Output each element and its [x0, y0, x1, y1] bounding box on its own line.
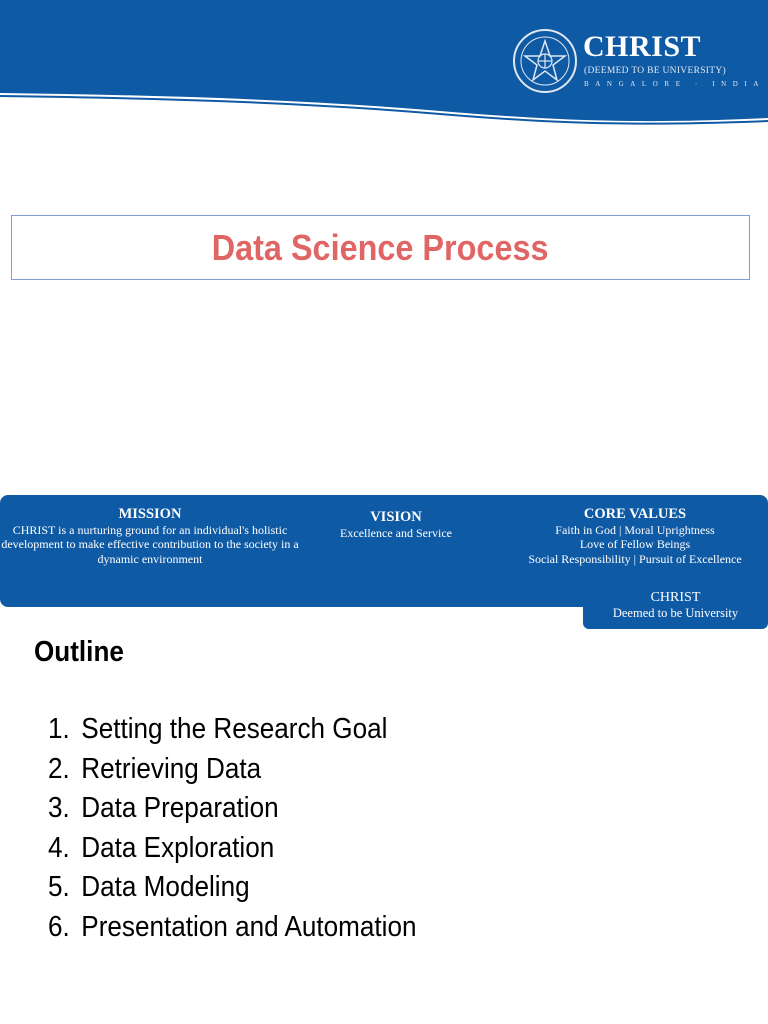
item-number: 6.	[48, 910, 70, 943]
item-number: 1.	[48, 713, 70, 745]
tab-christ: CHRIST	[650, 590, 701, 605]
vision-heading: VISION	[370, 509, 422, 525]
mission-section	[0, 506, 300, 566]
mission-heading: MISSION	[118, 506, 182, 522]
item-label: Presentation and Automation	[81, 910, 417, 943]
item-number: 4.	[48, 831, 70, 864]
outline-list	[48, 710, 457, 948]
item-label: Setting the Research Goal	[81, 713, 388, 745]
outline-heading: Outline	[34, 636, 124, 668]
core-values-heading: CORE VALUES	[583, 506, 687, 522]
brand-tagline: (DEEMED TO BE UNIVERSITY)	[584, 66, 726, 76]
list-item	[48, 868, 416, 908]
university-seal-icon	[512, 28, 578, 94]
vision-section	[320, 509, 472, 540]
core-values-line: Faith in God | Moral Uprightness	[555, 523, 715, 537]
item-number: 5.	[48, 871, 70, 904]
slide-title: Data Science Process	[212, 226, 549, 268]
item-label: Data Modeling	[81, 871, 250, 904]
slide-header	[0, 0, 768, 125]
item-label: Retrieving Data	[81, 752, 262, 785]
list-item	[48, 789, 416, 829]
item-label: Data Preparation	[81, 792, 279, 825]
list-item	[48, 710, 416, 750]
item-number: 3.	[48, 792, 70, 825]
mission-text: CHRIST is a nurturing ground for an individual's holistic development to make effective contribution to the society in a dynamic environment	[1, 523, 299, 566]
core-values-line: Social Responsibility | Pursuit of Excellence	[528, 551, 742, 566]
core-values-line: Love of Fellow Beings	[579, 537, 691, 552]
christ-logo	[512, 28, 766, 96]
university-tab	[583, 585, 768, 629]
title-box	[11, 215, 750, 280]
tab-deemed: Deemed to be University	[612, 606, 739, 620]
list-item	[48, 829, 416, 869]
list-item	[48, 908, 416, 948]
brand-location: BANGALORE · INDIA	[584, 80, 766, 88]
item-number: 2.	[48, 752, 70, 785]
item-label: Data Exploration	[81, 831, 275, 864]
list-item	[48, 750, 416, 790]
vision-text: Excellence and Service	[340, 526, 452, 540]
core-values-section	[505, 506, 765, 566]
brand-name: CHRIST	[583, 30, 702, 63]
